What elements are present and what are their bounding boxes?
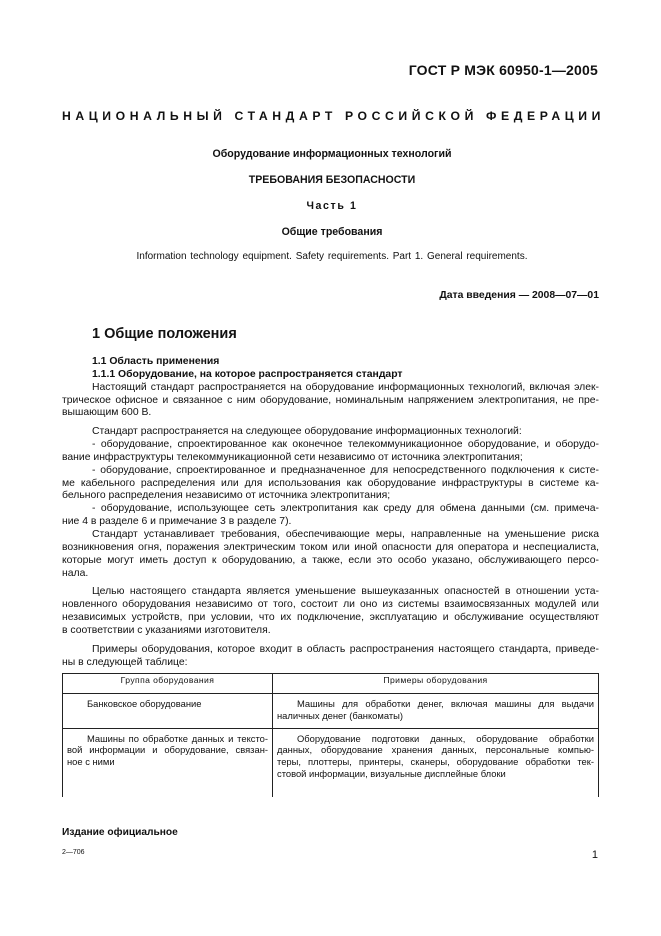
table-cell-group [63, 694, 273, 729]
table-cell-examples [273, 694, 599, 729]
table-row [63, 728, 599, 797]
paragraph-line: ние 4 в разделе 6 и примечание 3 в разделе 7). [62, 516, 292, 528]
paragraph-line: вание инфраструктуры телекоммуникационной сети независимо от источника электропитания; [62, 451, 523, 463]
body-text [62, 356, 599, 669]
equipment-examples-table [62, 673, 599, 797]
paragraph-line: Стандарт распространяется на следующее оборудование информационных технологий: [92, 426, 522, 438]
national-standard-header: НАЦИОНАЛЬНЫЙ СТАНДАРТ РОССИЙСКОЙ ФЕДЕРАЦИИ [62, 109, 606, 123]
section-heading: 1 Общие положения [92, 326, 237, 342]
table-header-examples: Примеры оборудования [273, 674, 599, 694]
paragraph-line: - оборудование, использующее сеть электропитания как среду для обмена данными (см. примеча- [92, 503, 599, 515]
table-cell-examples [273, 728, 599, 797]
cell-line: теры, плоттеры, принтеры, сканеры, оборудование обработки тек- [277, 756, 594, 768]
subsection-heading: 1.1.1 Оборудование, на которое распространяется стандарт [92, 368, 403, 380]
paragraph-line: Настоящий стандарт распространяется на оборудование информационных технологий, включая элек- [92, 381, 599, 393]
paragraph-line: Целью настоящего стандарта является уменьшение вышеуказанных опасностей в отношении уста- [92, 586, 599, 598]
table-header-group: Группа оборудования [63, 674, 273, 694]
cell-line: вой информации и оборудование, связан- [67, 744, 268, 756]
title-subtitle: Общие требования [281, 226, 383, 238]
paragraph-line: новленного оборудования независимо от того, состоит ли оно из системы взаимосвязанных модулей или [62, 599, 599, 611]
paragraph-line: бельного распределения независимо от источника электропитания; [62, 490, 391, 502]
table-header-row [63, 674, 599, 694]
cell-line: данных, оборудование хранения данных, персональные компью- [277, 744, 594, 756]
paragraph-line: ны в следующей таблице: [62, 656, 188, 668]
title-part: Часть 1 [306, 200, 358, 212]
paragraph-line: трическое офисное и связанное с ним оборудование, номинальным напряжением электропитания, не пре- [62, 394, 599, 406]
cell-line: стовой информации, визуальные дисплейные блоки [277, 767, 506, 779]
paragraph-line: Стандарт устанавливает требования, обеспечивающие меры, направленные на уменьшение риска [92, 528, 599, 540]
official-edition: Издание официальное [62, 827, 178, 838]
print-code: 2—706 [62, 849, 85, 856]
paragraph-line: - оборудование, спроектированное как оконечное телекоммуникационное оборудование, и оборудо- [92, 439, 599, 451]
english-title: Information technology equipment. Safety requirements. Part 1. General requirements. [136, 251, 528, 262]
paragraph-line: вышающим 600 В. [62, 407, 152, 419]
intro-date: Дата введения — 2008—07—01 [439, 290, 599, 301]
cell-line: Банковское оборудование [87, 698, 202, 709]
paragraph-line: - оборудование, спроектированное и предназначенное для непосредственного подключения к систе- [92, 464, 599, 476]
cell-line: Оборудование подготовки данных, оборудование обработки [297, 732, 594, 744]
table-row [63, 694, 599, 729]
page-number: 1 [591, 849, 598, 861]
title-line-1: Оборудование информационных технологий [212, 148, 452, 160]
cell-line: Машины по обработке данных и тексто- [87, 732, 268, 744]
paragraph-line: независимых устройств, при условии, что их подключение, эксплуатацию и обслуживание осуществляют [62, 612, 599, 624]
cell-line: наличных денег (банкоматы) [277, 709, 403, 721]
paragraph-line: нала. [62, 567, 89, 579]
paragraph-line: в соответствии с указаниями изготовителя. [62, 624, 271, 636]
table-cell-group [63, 728, 273, 797]
doc-number: ГОСТ Р МЭК 60950-1—2005 [408, 62, 598, 78]
cell-line: Машины для обработки денег, включая машины для выдачи [297, 698, 594, 709]
cell-line: ное с ними [67, 756, 115, 768]
paragraph-line: Примеры оборудования, которое входит в область распространения настоящего стандарта, приведе- [92, 643, 599, 655]
title-line-2: ТРЕБОВАНИЯ БЕЗОПАСНОСТИ [248, 174, 416, 186]
subsection-heading: 1.1 Область применения [92, 356, 220, 367]
paragraph-line: ме кабельного распределения или для использования как оборудование инфраструктуры в системе ка- [62, 477, 599, 489]
paragraph-line: которые могут иметь доступ к оборудованию, а также, если это особо указано, обслуживающего персо- [62, 554, 599, 566]
paragraph-line: возникновения огня, поражения электрическим током или иной опасности для оператора и неспециалиста, [62, 541, 599, 553]
